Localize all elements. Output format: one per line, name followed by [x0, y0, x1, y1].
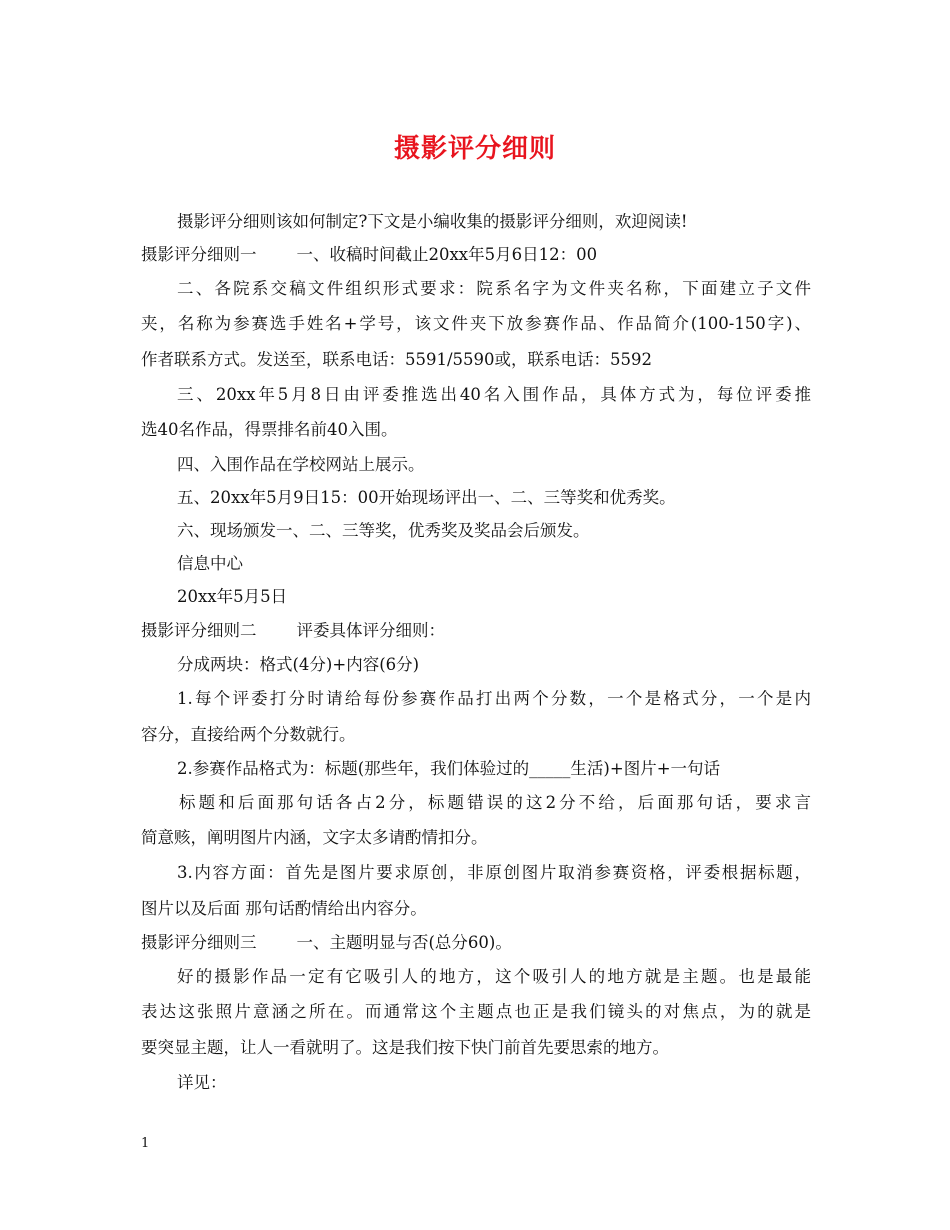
- section-one-item-4: 四、入围作品在学校网站上展示。: [177, 455, 425, 474]
- section-three-para-line3: 要突显主题，让人一看就明了。这是我们按下快门前首先要思索的地方。: [141, 1038, 669, 1057]
- section-three-heading: 摄影评分细则三: [141, 933, 257, 952]
- section-two-item-3-line2: 图片以及后面 那句话酌情给出内容分。: [141, 899, 427, 918]
- section-two-item-2-line3: 简意赅，阐明图片内涵，文字太多请酌情扣分。: [141, 828, 488, 847]
- section-one-item-2-line1: 二、各院系交稿文件组织形式要求：院系名字为文件夹名称，下面建立子文件: [177, 279, 811, 298]
- section-two-score-split: 分成两块：格式(4分)+内容(6分): [177, 655, 420, 674]
- section-three-item-1: 一、主题明显与否(总分60)。: [296, 933, 512, 952]
- see-details: 详见：: [177, 1073, 227, 1092]
- signature-org: 信息中心: [177, 554, 243, 573]
- section-one-item-1: 一、收稿时间截止20xx年5月6日12：00: [296, 245, 598, 264]
- section-one-heading: 摄影评分细则一: [141, 245, 257, 264]
- section-two-item-1-line2: 容分，直接给两个分数就行。: [141, 725, 356, 744]
- section-one-item-3-line2: 选40名作品，得票排名前40入围。: [141, 420, 398, 439]
- intro-paragraph: 摄影评分细则该如何制定?下文是小编收集的摄影评分细则，欢迎阅读!: [177, 212, 688, 231]
- section-one-line: [141, 244, 597, 266]
- section-three-para-line1: 好的摄影作品一定有它吸引人的地方，这个吸引人的地方就是主题。也是最能: [177, 967, 811, 986]
- section-two-heading: 摄影评分细则二: [141, 621, 257, 640]
- document-title: 摄影评分细则: [393, 134, 556, 164]
- section-three-line: [141, 932, 512, 954]
- section-one-item-2-line3: 作者联系方式。发送至，联系电话：5591/5590或，联系电话：5592: [141, 350, 653, 369]
- section-one-item-2-line2: 夹，名称为参赛选手姓名+学号，该文件夹下放参赛作品、作品简介(100-150字)、: [141, 314, 811, 333]
- section-two-item-2-line2: 标题和后面那句话各占2分，标题错误的这2分不给，后面那句话，要求言: [179, 793, 811, 812]
- section-one-item-3-line1: 三、20xx年5月8日由评委推选出40名入围作品，具体方式为，每位评委推: [177, 385, 811, 404]
- section-three-para-line2: 表达这张照片意涵之所在。而通常这个主题点也正是我们镜头的对焦点，为的就是: [141, 1002, 811, 1021]
- section-two-item-1-line1: 1.每个评委打分时请给每份参赛作品打出两个分数，一个是格式分，一个是内: [177, 689, 811, 708]
- section-two-item-3-line1: 3.内容方面：首先是图片要求原创，非原创图片取消参赛资格，评委根据标题，: [177, 863, 811, 882]
- page-number: 1: [141, 1136, 150, 1151]
- section-one-item-5: 五、20xx年5月9日15：00开始现场评出一、二、三等奖和优秀奖。: [177, 488, 676, 507]
- signature-date: 20xx年5月5日: [177, 587, 288, 606]
- section-two-item-2-line1: 2.参赛作品格式为：标题(那些年，我们体验过的_____生活)+图片+一句话: [177, 759, 721, 778]
- section-one-item-6: 六、现场颁发一、二、三等奖，优秀奖及奖品会后颁发。: [177, 521, 590, 540]
- section-two-subtitle: 评委具体评分细则：: [296, 621, 445, 640]
- section-two-line: [141, 620, 445, 642]
